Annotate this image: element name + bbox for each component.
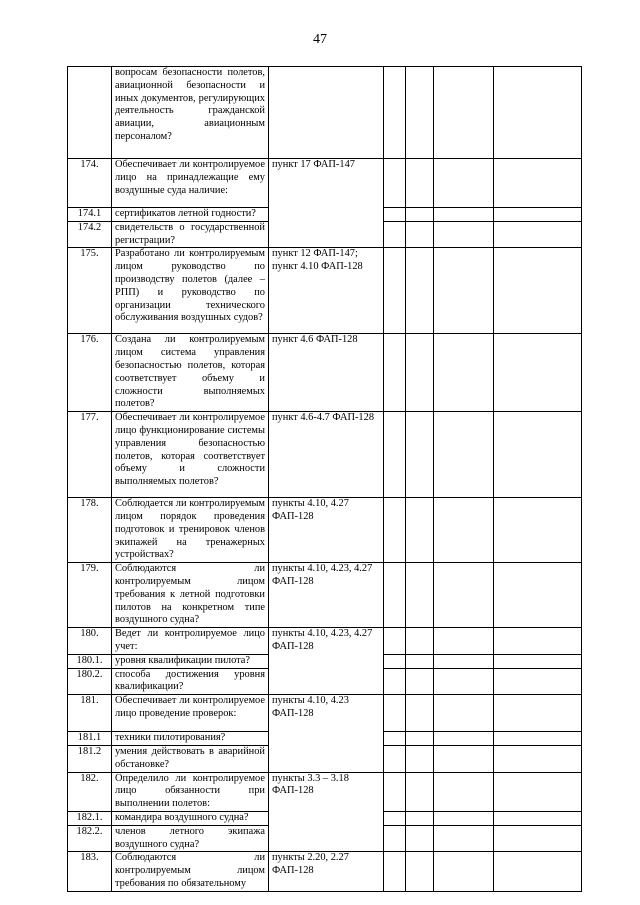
answer-cell [406, 695, 434, 732]
answer-cell [434, 221, 494, 248]
answer-cell [384, 628, 406, 655]
answer-cell [406, 732, 434, 746]
table-row [68, 248, 582, 334]
question-text: командира воздушного судна? [112, 811, 269, 825]
answer-cell [406, 668, 434, 695]
item-number: 181.1 [68, 732, 112, 746]
answer-cell [494, 654, 582, 668]
answer-cell [406, 628, 434, 655]
answer-cell [384, 654, 406, 668]
answer-cell [434, 412, 494, 498]
answer-cell [494, 221, 582, 248]
item-number: 180.1. [68, 654, 112, 668]
requirement-reference [269, 67, 384, 159]
answer-cell [434, 334, 494, 412]
item-number [68, 67, 112, 159]
answer-cell [384, 695, 406, 732]
requirement-reference: пункты 2.20, 2.27 ФАП-128 [269, 852, 384, 891]
answer-cell [494, 159, 582, 208]
question-text: Обеспечивает ли контролируемое лицо проведение проверок: [112, 695, 269, 732]
requirement-reference: пункт 17 ФАП-147 [269, 159, 384, 248]
question-text: Создана ли контролируемым лицом система управления безопасностью полетов, которая соответствует объему и сложности выполняемых полетов? [112, 334, 269, 412]
answer-cell [384, 67, 406, 159]
item-number: 174.2 [68, 221, 112, 248]
answer-cell [406, 334, 434, 412]
answer-cell [494, 695, 582, 732]
table-row [68, 334, 582, 412]
question-text: Ведет ли контролируемое лицо учет: [112, 628, 269, 655]
table-row [68, 852, 582, 891]
table-row [68, 412, 582, 498]
question-text: техники пилотирования? [112, 732, 269, 746]
question-text: Соблюдаются ли контролируемым лицом требования к летной подготовки пилотов на конкретном типе воздушного судна? [112, 563, 269, 628]
requirement-reference: пункт 4.6-4.7 ФАП-128 [269, 412, 384, 498]
question-text: Обеспечивает ли контролируемое лицо на принадлежащие ему воздушные суда наличие: [112, 159, 269, 208]
item-number: 180. [68, 628, 112, 655]
answer-cell [406, 825, 434, 852]
answer-cell [406, 412, 434, 498]
answer-cell [384, 732, 406, 746]
answer-cell [434, 208, 494, 222]
requirement-reference: пункты 4.10, 4.23 ФАП-128 [269, 695, 384, 772]
answer-cell [406, 67, 434, 159]
answer-cell [494, 668, 582, 695]
answer-cell [494, 248, 582, 334]
answer-cell [434, 159, 494, 208]
table-row [68, 772, 582, 811]
question-text: умения действовать в аварийной обстановке? [112, 745, 269, 772]
answer-cell [494, 208, 582, 222]
item-number: 182. [68, 772, 112, 811]
item-number: 181. [68, 695, 112, 732]
answer-cell [384, 745, 406, 772]
requirement-reference: пункты 4.10, 4.23, 4.27 ФАП-128 [269, 628, 384, 695]
answer-cell [406, 248, 434, 334]
answer-cell [384, 811, 406, 825]
answer-cell [434, 852, 494, 891]
answer-cell [434, 628, 494, 655]
answer-cell [384, 412, 406, 498]
answer-cell [494, 732, 582, 746]
answer-cell [384, 498, 406, 563]
question-text: уровня квалификации пилота? [112, 654, 269, 668]
question-text: Соблюдаются ли контролируемым лицом требования по обязательному [112, 852, 269, 891]
checklist-table [67, 66, 582, 892]
answer-cell [434, 811, 494, 825]
answer-cell [406, 221, 434, 248]
requirement-reference: пункты 4.10, 4.27 ФАП-128 [269, 498, 384, 563]
answer-cell [406, 498, 434, 563]
answer-cell [494, 825, 582, 852]
answer-cell [494, 334, 582, 412]
table-row [68, 628, 582, 655]
answer-cell [406, 772, 434, 811]
answer-cell [494, 498, 582, 563]
answer-cell [434, 248, 494, 334]
answer-cell [384, 668, 406, 695]
table-row [68, 695, 582, 732]
answer-cell [406, 563, 434, 628]
question-text: Соблюдается ли контролируемым лицом порядок проведения подготовок и тренировок членов экипажей на тренажерных устройствах? [112, 498, 269, 563]
question-text: Разработано ли контролируемым лицом руководство по производству полетов (далее – РПП) и руководство по организации технического обслуживания воздушных судов? [112, 248, 269, 334]
answer-cell [406, 654, 434, 668]
answer-cell [494, 852, 582, 891]
answer-cell [434, 772, 494, 811]
answer-cell [434, 695, 494, 732]
answer-cell [406, 208, 434, 222]
item-number: 176. [68, 334, 112, 412]
answer-cell [434, 745, 494, 772]
answer-cell [384, 248, 406, 334]
item-number: 174. [68, 159, 112, 208]
requirement-reference: пункт 4.6 ФАП-128 [269, 334, 384, 412]
item-number: 175. [68, 248, 112, 334]
answer-cell [406, 745, 434, 772]
answer-cell [434, 825, 494, 852]
requirement-reference: пункт 12 ФАП-147; пункт 4.10 ФАП-128 [269, 248, 384, 334]
answer-cell [384, 221, 406, 248]
answer-cell [494, 67, 582, 159]
answer-cell [494, 563, 582, 628]
answer-cell [494, 745, 582, 772]
requirement-reference: пункты 3.3 – 3.18 ФАП-128 [269, 772, 384, 852]
answer-cell [384, 208, 406, 222]
item-number: 174.1 [68, 208, 112, 222]
question-text: Обеспечивает ли контролируемое лицо функционирование системы управления безопасностью полетов, которая соответствует объему и сложности выполняемых полетов? [112, 412, 269, 498]
answer-cell [384, 825, 406, 852]
answer-cell [434, 654, 494, 668]
answer-cell [434, 563, 494, 628]
answer-cell [406, 159, 434, 208]
item-number: 177. [68, 412, 112, 498]
question-text: способа достижения уровня квалификации? [112, 668, 269, 695]
item-number: 181.2 [68, 745, 112, 772]
answer-cell [434, 732, 494, 746]
item-number: 178. [68, 498, 112, 563]
answer-cell [494, 628, 582, 655]
answer-cell [434, 498, 494, 563]
item-number: 179. [68, 563, 112, 628]
answer-cell [494, 412, 582, 498]
question-text: Определило ли контролируемое лицо обязанности при выполнении полетов: [112, 772, 269, 811]
question-text: членов летного экипажа воздушного судна? [112, 825, 269, 852]
item-number: 180.2. [68, 668, 112, 695]
answer-cell [384, 852, 406, 891]
answer-cell [406, 811, 434, 825]
answer-cell [434, 668, 494, 695]
item-number: 182.1. [68, 811, 112, 825]
item-number: 183. [68, 852, 112, 891]
answer-cell [384, 772, 406, 811]
answer-cell [494, 811, 582, 825]
question-text: вопросам безопасности полетов, авиационной безопасности и иных документов, регулирующих деятельность гражданской авиации, авиационным персоналом? [112, 67, 269, 159]
item-number: 182.2. [68, 825, 112, 852]
answer-cell [384, 563, 406, 628]
answer-cell [384, 159, 406, 208]
question-text: свидетельств о государственной регистрации? [112, 221, 269, 248]
answer-cell [434, 67, 494, 159]
table-row [68, 67, 582, 159]
page-number: 47 [313, 32, 327, 47]
answer-cell [406, 852, 434, 891]
table-row [68, 498, 582, 563]
question-text: сертификатов летной годности? [112, 208, 269, 222]
answer-cell [384, 334, 406, 412]
table-row [68, 159, 582, 208]
requirement-reference: пункты 4.10, 4.23, 4.27 ФАП-128 [269, 563, 384, 628]
table-row [68, 563, 582, 628]
answer-cell [494, 772, 582, 811]
